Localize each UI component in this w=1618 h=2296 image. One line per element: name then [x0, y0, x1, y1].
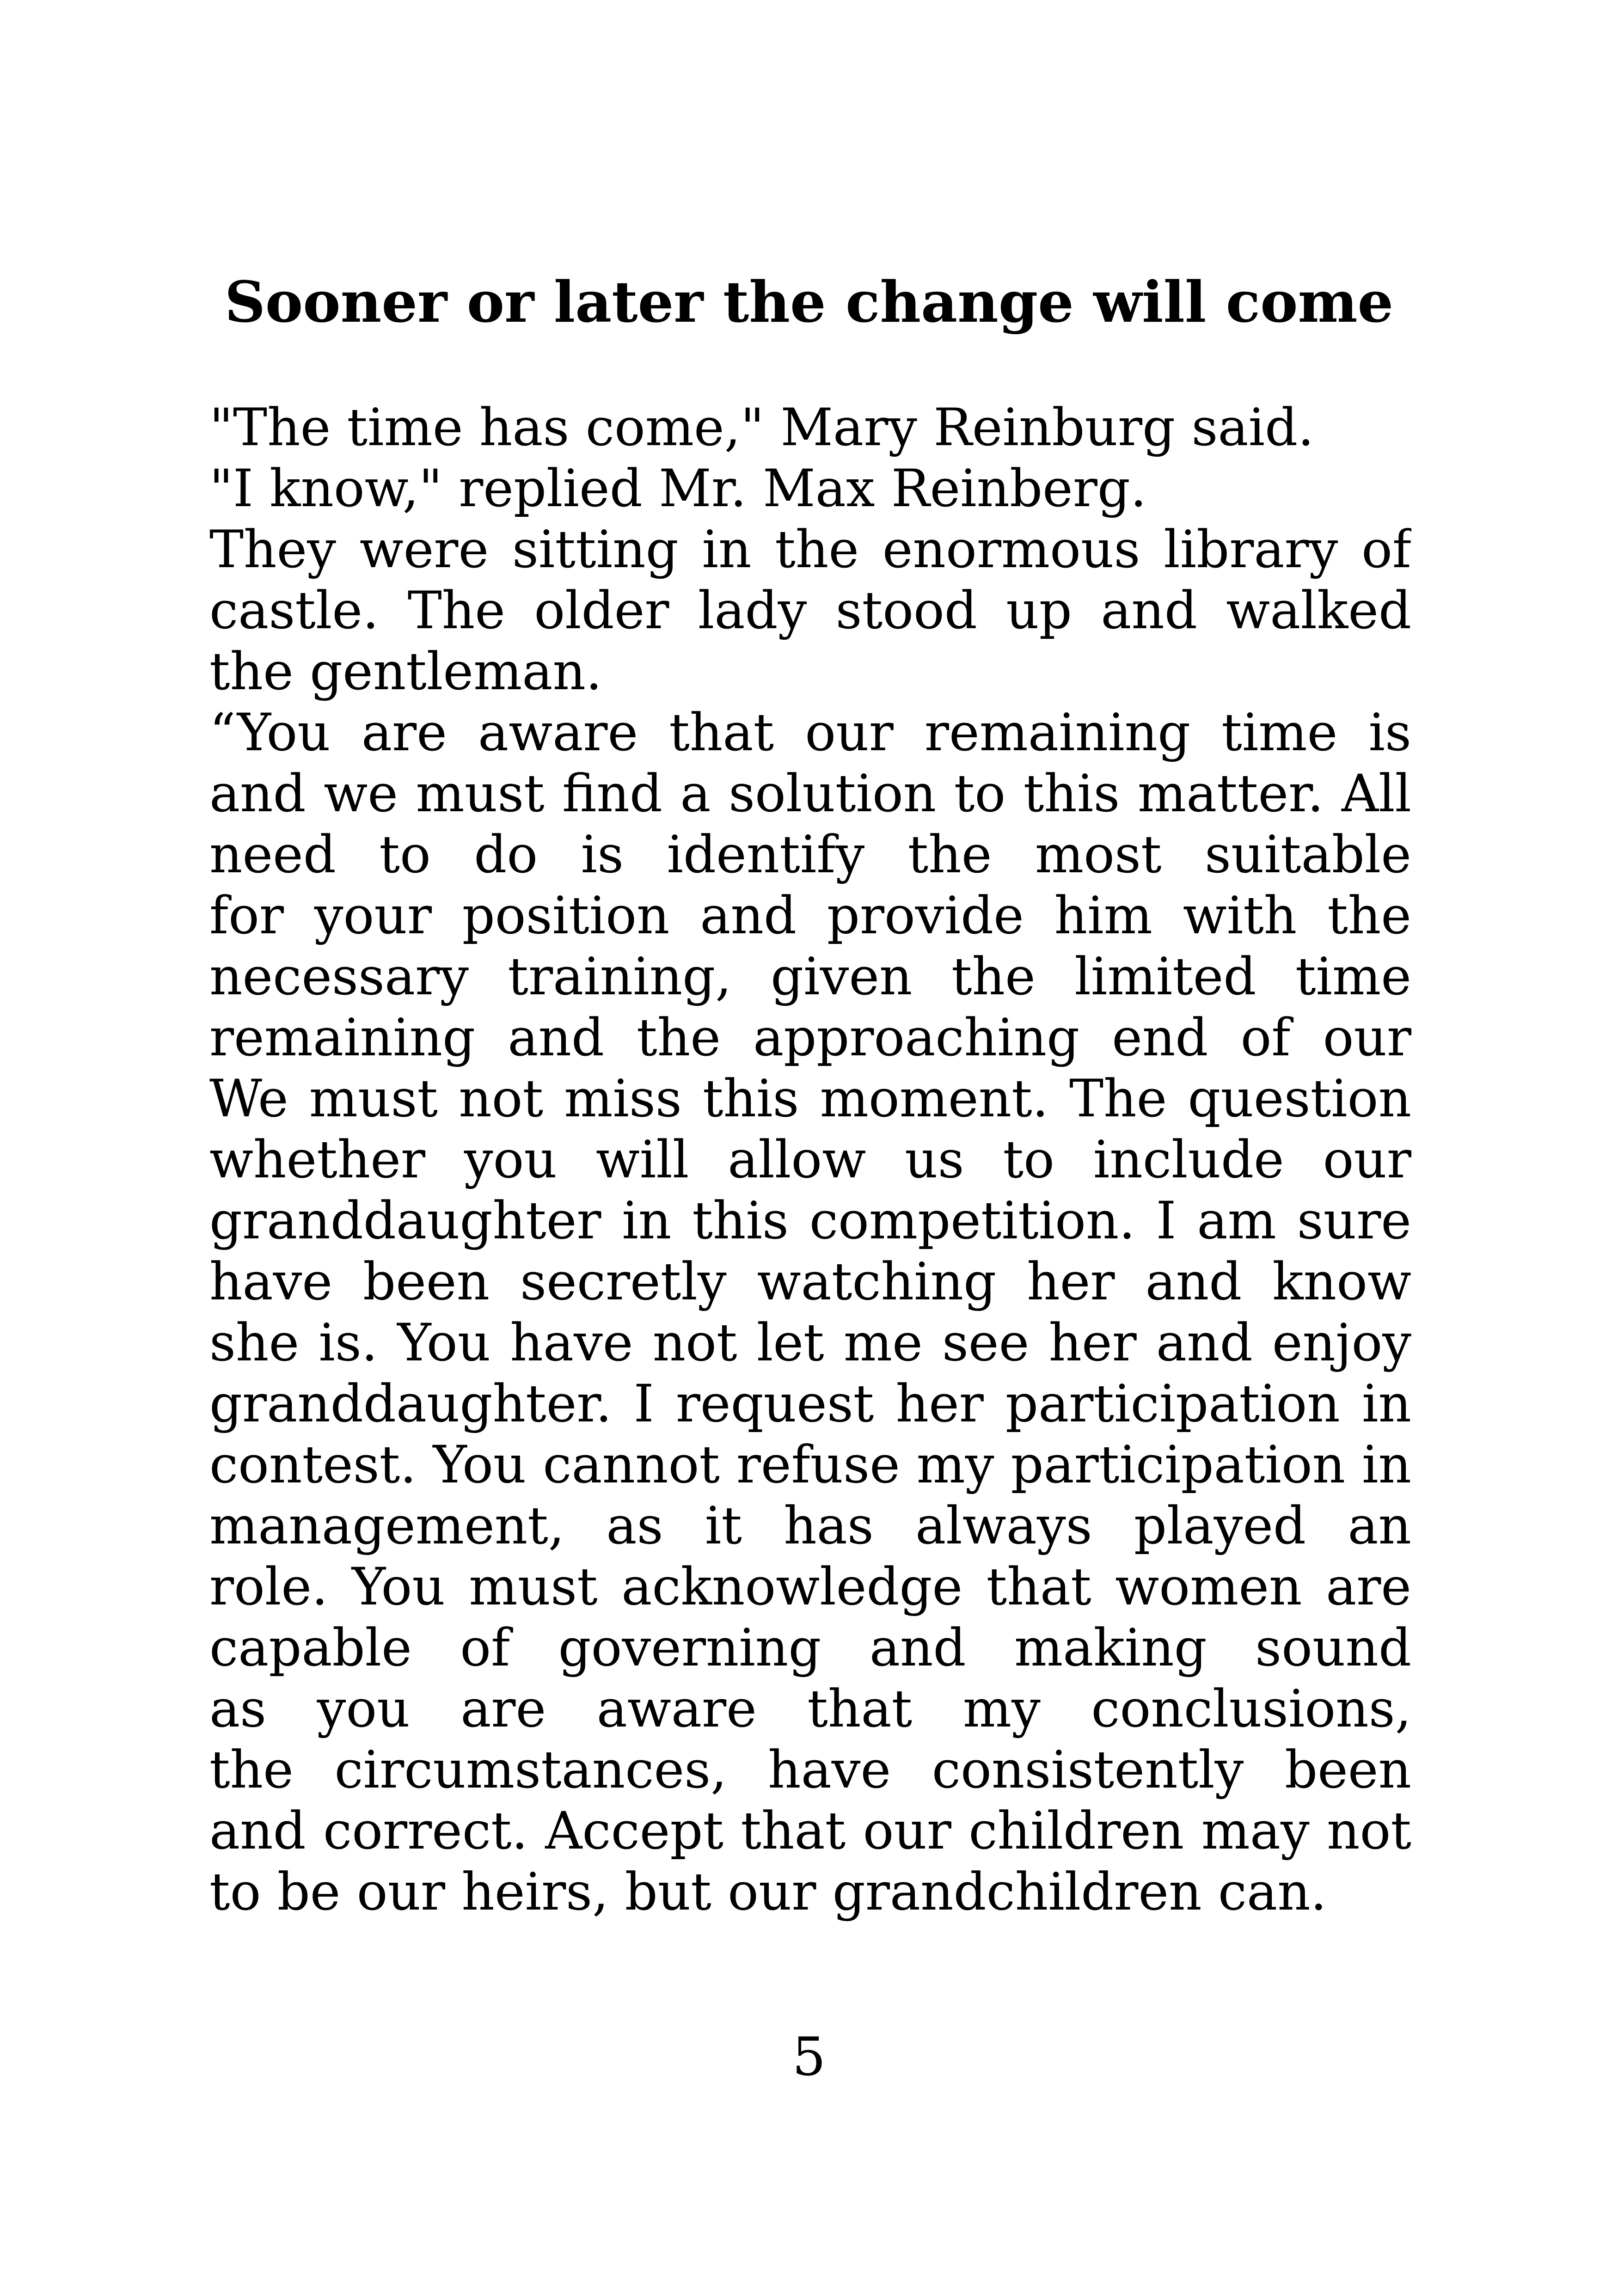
- text-line: remaining and the approaching end of our: [209, 1008, 1411, 1068]
- text-line: We must not miss this moment. The question: [209, 1069, 1411, 1129]
- text-line: "The time has come," Mary Reinburg said.: [209, 398, 1314, 458]
- text-line: contest. You cannot refuse my participation in: [209, 1435, 1411, 1495]
- text-line: as you are aware that my conclusions,: [209, 1679, 1411, 1739]
- text-line: management, as it has always played an: [209, 1496, 1411, 1556]
- text-line: to be our heirs, but our grandchildren can.: [209, 1862, 1327, 1922]
- paragraph: [209, 520, 1411, 703]
- paragraph: [209, 703, 1411, 1923]
- text-line: "I know," replied Mr. Max Reinberg.: [209, 459, 1147, 519]
- text-line: capable of governing and making sound: [209, 1618, 1411, 1678]
- chapter-title: Sooner or later the change will come: [224, 269, 1394, 335]
- text-line: she is. You have not let me see her and enjoy: [209, 1313, 1411, 1373]
- text-line: They were sitting in the enormous library of: [209, 520, 1411, 580]
- body-text: [209, 398, 1411, 1923]
- text-line: granddaughter in this competition. I am sure: [209, 1191, 1411, 1251]
- text-line: and we must find a solution to this matter. All: [209, 764, 1411, 824]
- text-line: and correct. Accept that our children may not: [209, 1801, 1411, 1861]
- text-line: “You are aware that our remaining time is: [209, 703, 1411, 763]
- text-line: for your position and provide him with the: [209, 886, 1411, 946]
- paragraph: [209, 398, 1411, 459]
- text-line: the gentleman.: [209, 642, 602, 702]
- text-line: castle. The older lady stood up and walked: [209, 581, 1411, 641]
- text-line: the circumstances, have consistently been: [209, 1740, 1411, 1800]
- text-line: whether you will allow us to include our: [209, 1130, 1411, 1190]
- page-number: 5: [792, 2026, 826, 2088]
- text-line: necessary training, given the limited time: [209, 947, 1411, 1007]
- text-line: need to do is identify the most suitable: [209, 825, 1411, 885]
- text-line: granddaughter. I request her participation in: [209, 1374, 1411, 1434]
- text-line: have been secretly watching her and know: [209, 1252, 1411, 1312]
- paragraph: [209, 459, 1411, 520]
- text-line: role. You must acknowledge that women are: [209, 1557, 1411, 1617]
